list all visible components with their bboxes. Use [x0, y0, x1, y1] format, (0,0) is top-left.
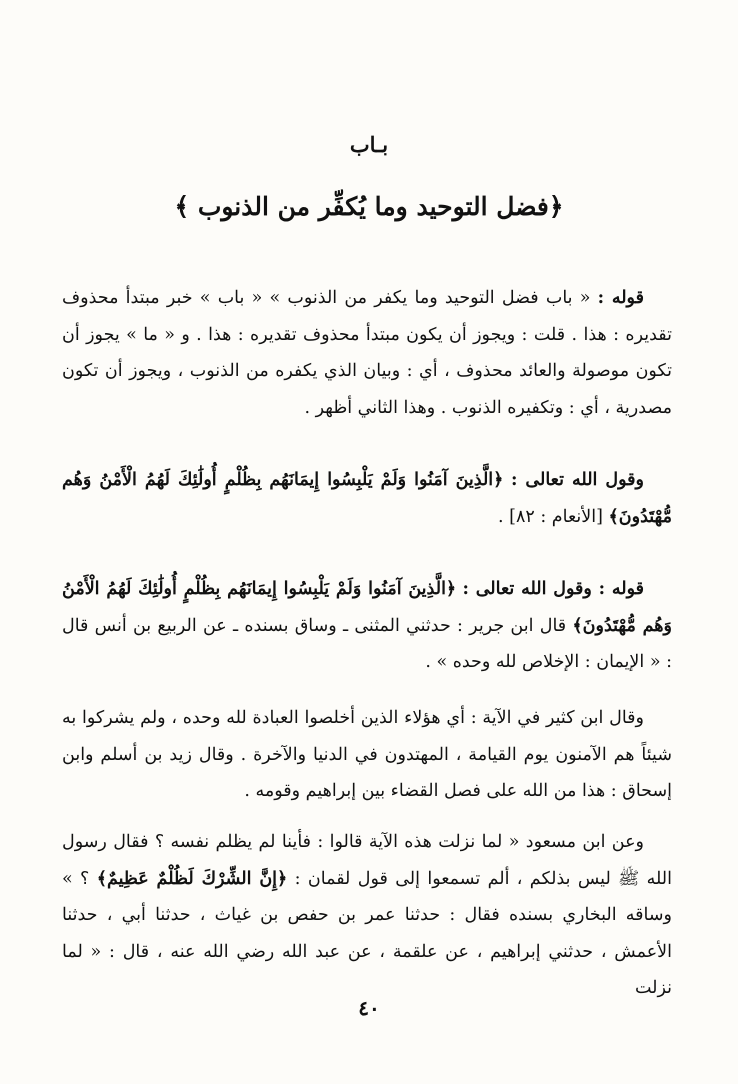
paragraph-4 — [62, 700, 672, 810]
paragraph-5-text-after: ؟ » وساقه البخاري بسنده فقال : حدثنا عمر بن حفص بن غياث ، حدثنا أبي ، حدثنا الأعمش ، حدثني إبراهيم ، عن علقمة ، عن عبد الله رضي الله عنه ، قال : « لما نزلت — [62, 868, 672, 998]
chapter-title: ﴿فضل التوحيد وما يُكفِّر من الذنوب ﴾ — [174, 192, 564, 221]
verse-reference: [الأنعام : ٨٢] . — [498, 506, 603, 527]
paragraph-2 — [62, 462, 672, 535]
paragraph-2-lead: وقول الله تعالى : — [510, 470, 644, 490]
paragraph-4-text: وقال ابن كثير في الآية : أي هؤلاء الذين أخلصوا العبادة لله وحده ، ولم يشركوا به شيئاً هم الآمنون يوم القيامة ، المهتدون في الدنيا والآخرة . وقال زيد بن أسلم وابن إسحاق : هذا من الله على فصل القضاء بين إبراهيم وقومه . — [62, 708, 672, 801]
paragraph-1 — [62, 280, 672, 426]
quran-verse-1: ﴿الَّذِينَ آمَنُوا وَلَمْ يَلْبِسُوا إِيمَانَهُم بِظُلْمٍ أُولَٰئِكَ لَهُمُ الْأَمْنُ وَهُم مُّهْتَدُونَ﴾ — [62, 470, 672, 527]
paragraph-3 — [62, 571, 672, 681]
paragraph-1-lead: قوله : — [597, 288, 644, 308]
quran-verse-2: ﴿الَّذِينَ آمَنُوا وَلَمْ يَلْبِسُوا إِيمَانَهُم بِظُلْمٍ أُولَٰئِكَ لَهُمُ الْأَمْنُ وَهُم مُّهْتَدُونَ﴾ — [62, 579, 672, 636]
paragraph-5 — [62, 824, 672, 1007]
paragraph-1-text: « باب فضل التوحيد وما يكفر من الذنوب » « باب » خبر مبتدأ محذوف تقديره : هذا . قلت : ويجوز أن يكون مبتدأ محذوف تقديره : هذا . و « ما » يجوز أن تكون موصولة والعائد محذوف ، أي : وبيان الذي يكفره من الذنوب ، ويجوز أن تكون مصدرية ، أي : وتكفيره الذنوب . وهذا الثاني أظهر . — [62, 288, 672, 418]
paragraph-3-lead: قوله : وقول الله تعالى : — [462, 579, 644, 599]
paragraph-3-text: قال ابن جرير : حدثني المثنى ـ وساق بسنده ـ عن الربيع بن أنس قال : « الإيمان : الإخلاص لله وحده » . — [62, 615, 672, 672]
paragraph-5-text-before: وعن ابن مسعود « لما نزلت هذه الآية قالوا : فأينا لم يظلم نفسه ؟ فقال رسول الله ﷺ ليس بذلكم ، ألم تسمعوا إلى قول لقمان : — [62, 832, 672, 889]
page-number: ٤٠ — [358, 996, 380, 1020]
quran-verse-3: ﴿إِنَّ الشِّرْكَ لَظُلْمٌ عَظِيمٌ﴾ — [96, 868, 288, 889]
chapter-heading: بـاب — [349, 132, 389, 157]
